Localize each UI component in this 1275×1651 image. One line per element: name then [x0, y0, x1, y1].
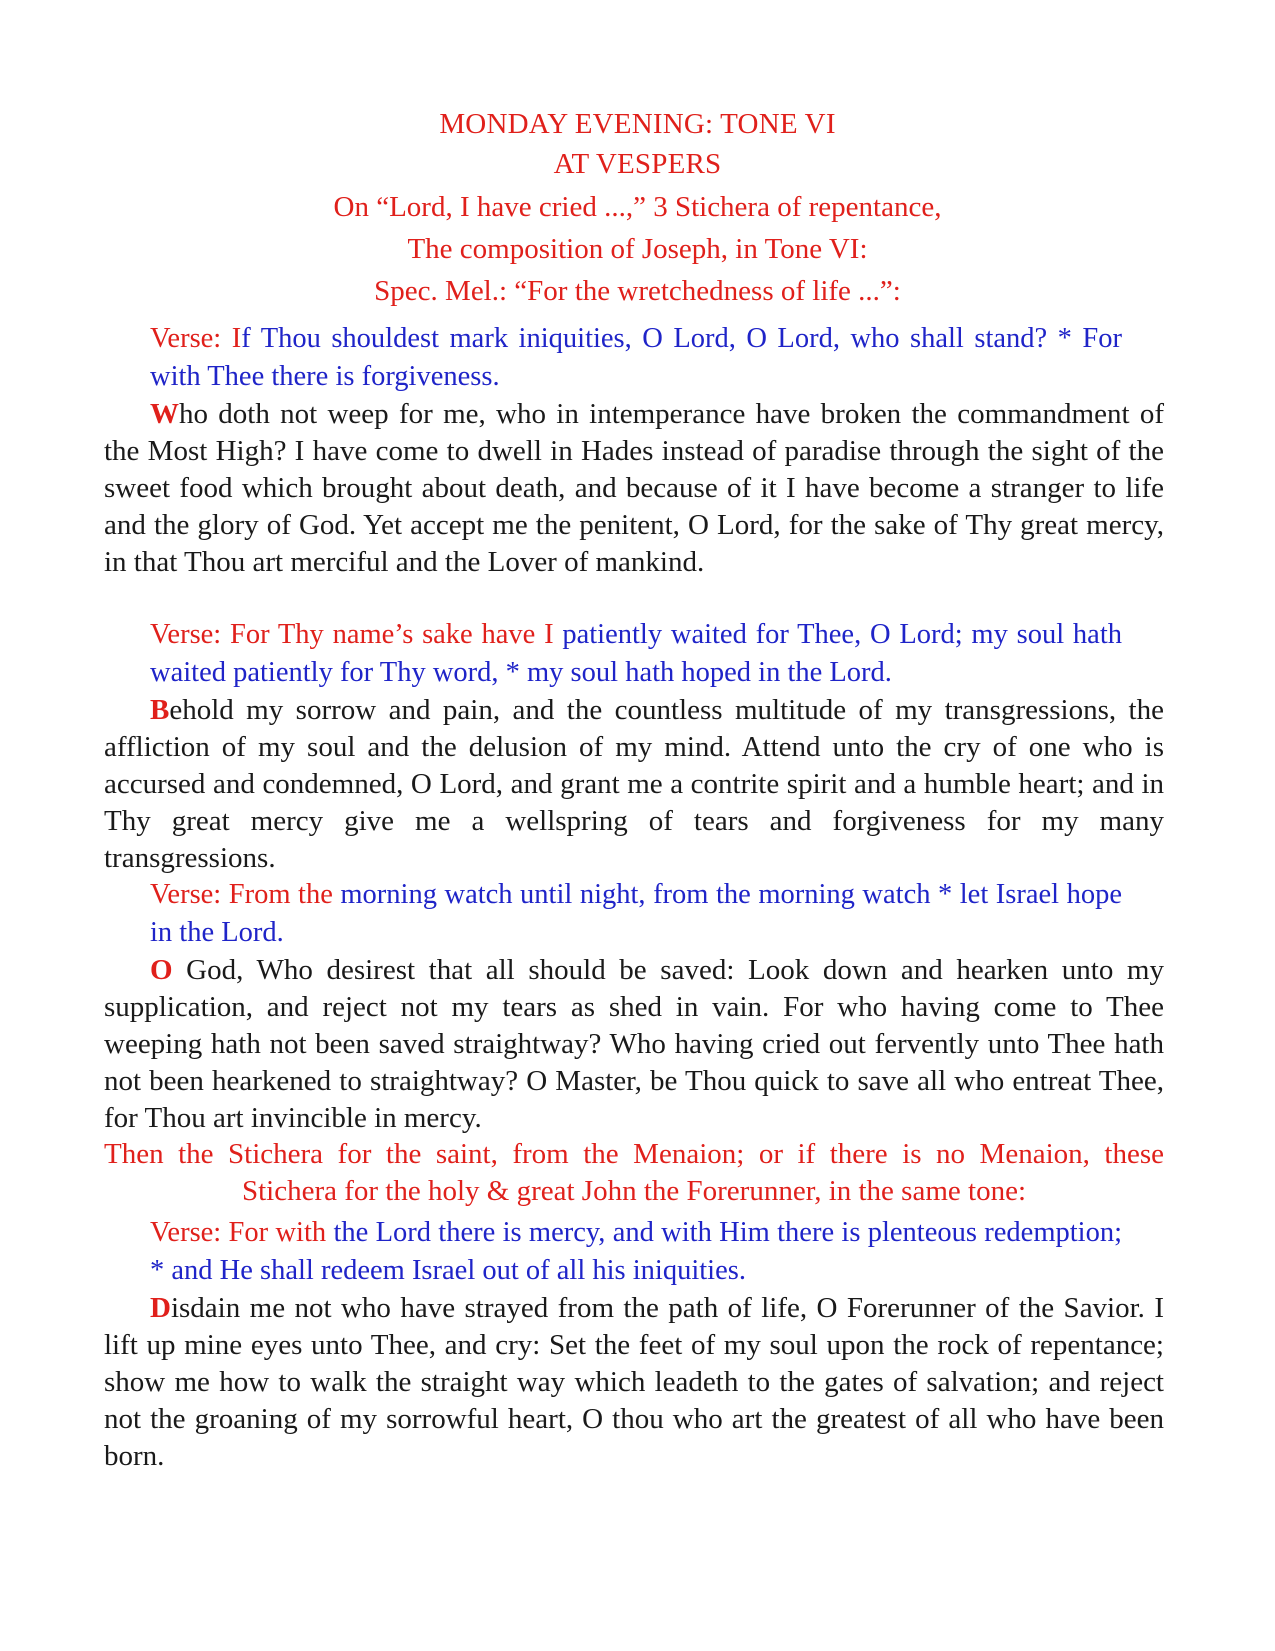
verse-label: Verse:: [150, 879, 229, 910]
service-subtitle: AT VESPERS: [553, 148, 722, 180]
rubric-special-melody: Spec. Mel.: “For the wretchedness of life ...”:: [374, 275, 901, 307]
stichera-3: [104, 952, 1164, 1137]
verse-text: morning watch until night, from the morning watch * let Israel hope in the Lord.: [150, 879, 1122, 948]
stichera-2: [104, 692, 1164, 877]
verse-initial: For with: [228, 1217, 327, 1248]
rubric-line-1: Then the Stichera for the saint, from the Menaion; or if there is no Menaion, these: [104, 1138, 1164, 1170]
stichera-1: [104, 396, 1164, 581]
verse-3: [150, 876, 1122, 952]
verse-text: patiently waited for Thee, O Lord; my soul hath waited patiently for Thy word, * my soul hath hoped in the Lord.: [150, 619, 1122, 688]
rubric-menaion: [104, 1136, 1164, 1210]
verse-2: [150, 616, 1122, 692]
rubric-composition: The composition of Joseph, in Tone VI:: [407, 233, 868, 265]
stichera-text: ho doth not weep for me, who in intemperance have broken the commandment of the Most High? I have come to dwell in Hades instead of paradise through the sight of the sweet food which brought about death, and because of it I have become a stranger to life and the glory of God. Yet accept me the penitent, O Lord, for the sake of Thy great mercy, in that Thou art merciful and the Lover of mankind.: [104, 398, 1164, 578]
verse-label: Verse:: [150, 1217, 229, 1248]
verse-1: [150, 320, 1122, 396]
verse-initial: From the: [228, 879, 333, 910]
drop-cap: B: [150, 694, 170, 726]
stichera-text: isdain me not who have strayed from the path of life, O Forerunner of the Savior. I lift up mine eyes unto Thee, and cry: Set the feet of my soul upon the rock of repentance; show me how to walk the straight way which leadeth to the gates of salvation; and reject not the groaning of my sorrowful heart, O thou who art the greatest of all who have been born.: [104, 1292, 1164, 1472]
verse-label: Verse:: [150, 323, 232, 354]
verse-initial: For Thy name’s sake have I: [230, 619, 554, 650]
drop-cap: W: [150, 398, 179, 430]
rubric-line-2: Stichera for the holy & great John the Forerunner, in the same tone:: [241, 1175, 1027, 1207]
verse-text: the Lord there is mercy, and with Him there is plenteous redemption; * and He shall redeem Israel out of all his iniquities.: [150, 1217, 1122, 1286]
stichera-text: God, Who desirest that all should be saved: Look down and hearken unto my supplication, and reject not my tears as shed in vain. For who having come to Thee weeping hath not been saved straightway? Who having cried out fervently unto Thee hath not been hearkened to straightway? O Master, be Thou quick to save all who entreat Thee, for Thou art invincible in mercy.: [104, 954, 1164, 1134]
drop-cap: D: [150, 1292, 171, 1324]
rubric-lord-i-have-cried: On “Lord, I have cried ...,” 3 Stichera of repentance,: [333, 191, 942, 223]
header-block: [0, 104, 1275, 312]
verse-text: f Thou shouldest mark iniquities, O Lord, O Lord, who shall stand? * For with Thee there is forgiveness.: [150, 323, 1122, 392]
verse-label: Verse:: [150, 619, 231, 650]
stichera-text: ehold my sorrow and pain, and the countless multitude of my transgressions, the affliction of my soul and the delusion of my mind. Attend unto the cry of one who is accursed and condemned, O Lord, and grant me a contrite spirit and a humble heart; and in Thy great mercy give me a wellspring of tears and forgiveness for my many transgressions.: [104, 694, 1164, 874]
drop-cap: O: [150, 954, 173, 986]
stichera-4: [104, 1290, 1164, 1475]
verse-4: [150, 1214, 1122, 1290]
service-title: MONDAY EVENING: TONE VI: [439, 108, 836, 140]
verse-initial: I: [231, 323, 242, 354]
